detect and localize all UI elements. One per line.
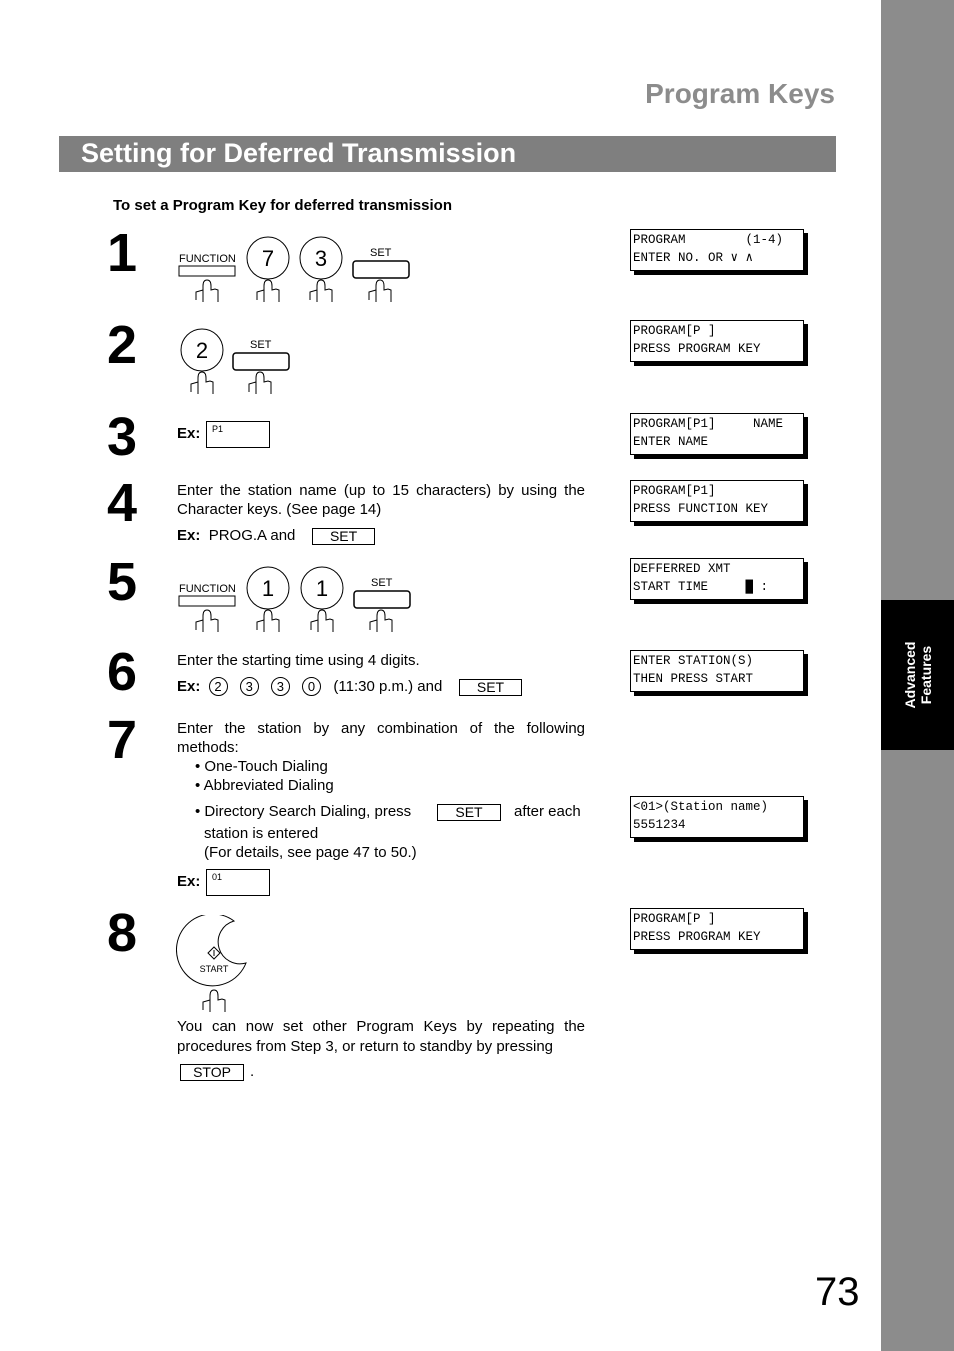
step-4-text: Enter the station name (up to 15 characters) by using the Character keys. (See page 14) xyxy=(177,482,585,518)
set-key xyxy=(233,353,289,370)
step-8-period: . xyxy=(250,1063,255,1080)
key-2: 2 xyxy=(195,338,209,363)
lcd-display-3 xyxy=(630,413,804,455)
lcd-display-1 xyxy=(630,229,804,271)
step-1-keys xyxy=(176,232,416,304)
lcd-display-8 xyxy=(630,908,804,950)
lcd-1-line2: ENTER NO. OR ∨ ∧ xyxy=(633,251,754,265)
finger-press-icon xyxy=(311,610,333,632)
page-title-bar xyxy=(59,136,836,172)
lcd-3-line2: ENTER NAME xyxy=(633,435,709,449)
step-3-number: 3 xyxy=(107,407,138,467)
set-key-label: SET xyxy=(370,247,392,259)
lcd-6-line2: THEN PRESS START xyxy=(633,672,754,686)
finger-press-icon xyxy=(191,372,213,394)
step-7-number: 7 xyxy=(107,710,138,770)
lcd-display-2 xyxy=(630,320,804,362)
lcd-2-line1: PROGRAM[P ] xyxy=(633,324,716,338)
step-5-number: 5 xyxy=(107,552,138,612)
step-6-example-text: (11:30 p.m.) and xyxy=(333,678,443,695)
step-6-text: Enter the starting time using 4 digits. xyxy=(177,652,420,669)
step-1-number: 1 xyxy=(107,223,138,283)
step-7-text: Enter the station by any combination of the following methods: xyxy=(177,720,585,756)
function-key xyxy=(179,596,235,606)
finger-press-icon xyxy=(310,280,332,302)
page-title: Setting for Deferred Transmission xyxy=(81,138,517,168)
lcd-3-line1: PROGRAM[P1] NAME xyxy=(633,417,784,431)
bullet-station-entered: station is entered xyxy=(204,825,319,842)
function-key-label: FUNCTION xyxy=(179,253,236,265)
section-tab-line1: Advanced xyxy=(901,641,918,709)
lcd-8-line2: PRESS PROGRAM KEY xyxy=(633,930,761,944)
step-8-number: 8 xyxy=(107,903,138,963)
step-2-number: 2 xyxy=(107,315,138,375)
finger-press-icon xyxy=(196,610,218,632)
step-4-number: 4 xyxy=(107,473,138,533)
lcd-display-4 xyxy=(630,480,804,522)
step-2-keys xyxy=(176,324,306,396)
lcd-display-7 xyxy=(630,796,804,838)
start-key xyxy=(176,915,256,1015)
lcd-5-line1: DEFFERRED XMT xyxy=(633,562,731,576)
lcd-6-line1: ENTER STATION(S) xyxy=(633,654,754,668)
finger-press-icon xyxy=(203,990,225,1012)
lcd-display-5 xyxy=(630,558,804,600)
finger-press-icon xyxy=(369,280,391,302)
start-key-label: START xyxy=(199,964,229,974)
bullet-one-touch: • One-Touch Dialing xyxy=(195,758,328,775)
bullet-directory-search: • Directory Search Dialing, press xyxy=(195,803,412,820)
example-label: Ex: xyxy=(177,873,201,890)
finger-press-icon xyxy=(370,610,392,632)
set-key xyxy=(353,261,409,278)
example-display-01: 01 xyxy=(206,869,270,896)
key-1-second: 1 xyxy=(315,576,329,601)
intro-text: To set a Program Key for deferred transmission xyxy=(113,197,452,214)
lcd-display-6 xyxy=(630,650,804,692)
section-header: Program Keys xyxy=(645,78,835,109)
section-tab-line2: Features xyxy=(917,645,934,705)
stop-key: STOP xyxy=(180,1064,244,1081)
function-key xyxy=(179,266,235,276)
step-4-example xyxy=(177,526,375,545)
set-key: SET xyxy=(459,679,522,696)
digit-key-3: 3 xyxy=(240,677,259,696)
section-tab xyxy=(881,600,954,750)
finger-press-icon xyxy=(257,610,279,632)
set-key: SET xyxy=(437,804,501,821)
bullet-after-each: after each xyxy=(514,803,581,820)
lcd-7-line2: 5551234 xyxy=(633,818,686,832)
lcd-4-line2: PRESS FUNCTION KEY xyxy=(633,502,769,516)
set-key: SET xyxy=(312,528,375,545)
key-7: 7 xyxy=(261,246,275,271)
step-8-text: You can now set other Program Keys by repeating the procedures from Step 3, or return to standby by pressing xyxy=(177,1018,585,1055)
key-3: 3 xyxy=(314,246,328,271)
bullet-details: (For details, see page 47 to 50.) xyxy=(204,844,417,861)
bullet-abbreviated: • Abbreviated Dialing xyxy=(195,777,334,794)
digit-key-0: 0 xyxy=(302,677,321,696)
set-key-label: SET xyxy=(371,577,393,589)
lcd-7-line1: <01>(Station name) xyxy=(633,800,769,814)
key-1: 1 xyxy=(261,576,275,601)
example-display-p1: P1 xyxy=(206,421,270,448)
example-label: Ex: xyxy=(177,678,201,695)
digit-key-3-second: 3 xyxy=(271,677,290,696)
function-key-label: FUNCTION xyxy=(179,583,236,595)
step-4-example-text: PROG.A and xyxy=(208,527,296,544)
set-key xyxy=(354,591,410,608)
step-5-keys xyxy=(176,562,416,634)
lcd-5-line2: START TIME █ : xyxy=(633,580,769,594)
lcd-4-line1: PROGRAM[P1] xyxy=(633,484,716,498)
finger-press-icon xyxy=(257,280,279,302)
step-6-number: 6 xyxy=(107,642,138,702)
example-label: Ex: xyxy=(177,425,201,442)
digit-key-2: 2 xyxy=(209,677,228,696)
lcd-1-line1: PROGRAM (1-4) xyxy=(633,233,784,247)
finger-press-icon xyxy=(196,280,218,302)
page-number: 73 xyxy=(815,1270,860,1314)
step-6-example xyxy=(177,677,522,696)
lcd-2-line2: PRESS PROGRAM KEY xyxy=(633,342,761,356)
example-label: Ex: xyxy=(177,527,201,544)
set-key-label: SET xyxy=(250,339,272,351)
lcd-8-line1: PROGRAM[P ] xyxy=(633,912,716,926)
finger-press-icon xyxy=(249,372,271,394)
